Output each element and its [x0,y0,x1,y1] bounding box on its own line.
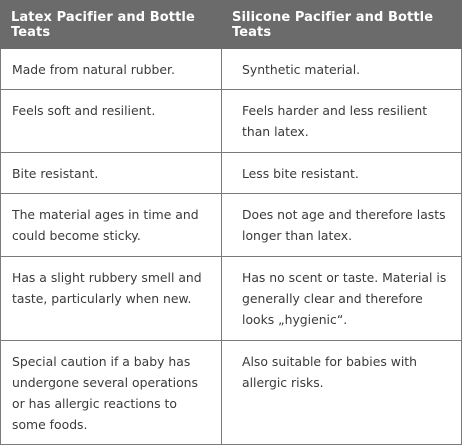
table-row [1,341,462,445]
table-row [1,90,462,153]
latex-cell: Special caution if a baby has undergone several operations or has allergic reactions to some foods. [1,341,222,445]
latex-cell: Has a slight rubbery smell and taste, particularly when new. [1,257,222,341]
silicone-cell: Less bite resistant. [222,153,462,194]
silicone-cell: Also suitable for babies with allergic risks. [222,341,462,445]
header-silicone: Silicone Pacifier and Bottle Teats [222,1,462,49]
latex-cell: Feels soft and resilient. [1,90,222,153]
table-header-row [1,1,462,49]
table-row [1,153,462,194]
table-row [1,194,462,257]
table-row [1,257,462,341]
latex-cell: Made from natural rubber. [1,49,222,90]
latex-cell: The material ages in time and could become sticky. [1,194,222,257]
silicone-cell: Has no scent or taste. Material is generally clear and therefore looks „hygienic“. [222,257,462,341]
silicone-cell: Feels harder and less resilient than latex. [222,90,462,153]
header-latex: Latex Pacifier and Bottle Teats [1,1,222,49]
silicone-cell: Does not age and therefore lasts longer than latex. [222,194,462,257]
latex-cell: Bite resistant. [1,153,222,194]
table-row [1,49,462,90]
silicone-cell: Synthetic material. [222,49,462,90]
